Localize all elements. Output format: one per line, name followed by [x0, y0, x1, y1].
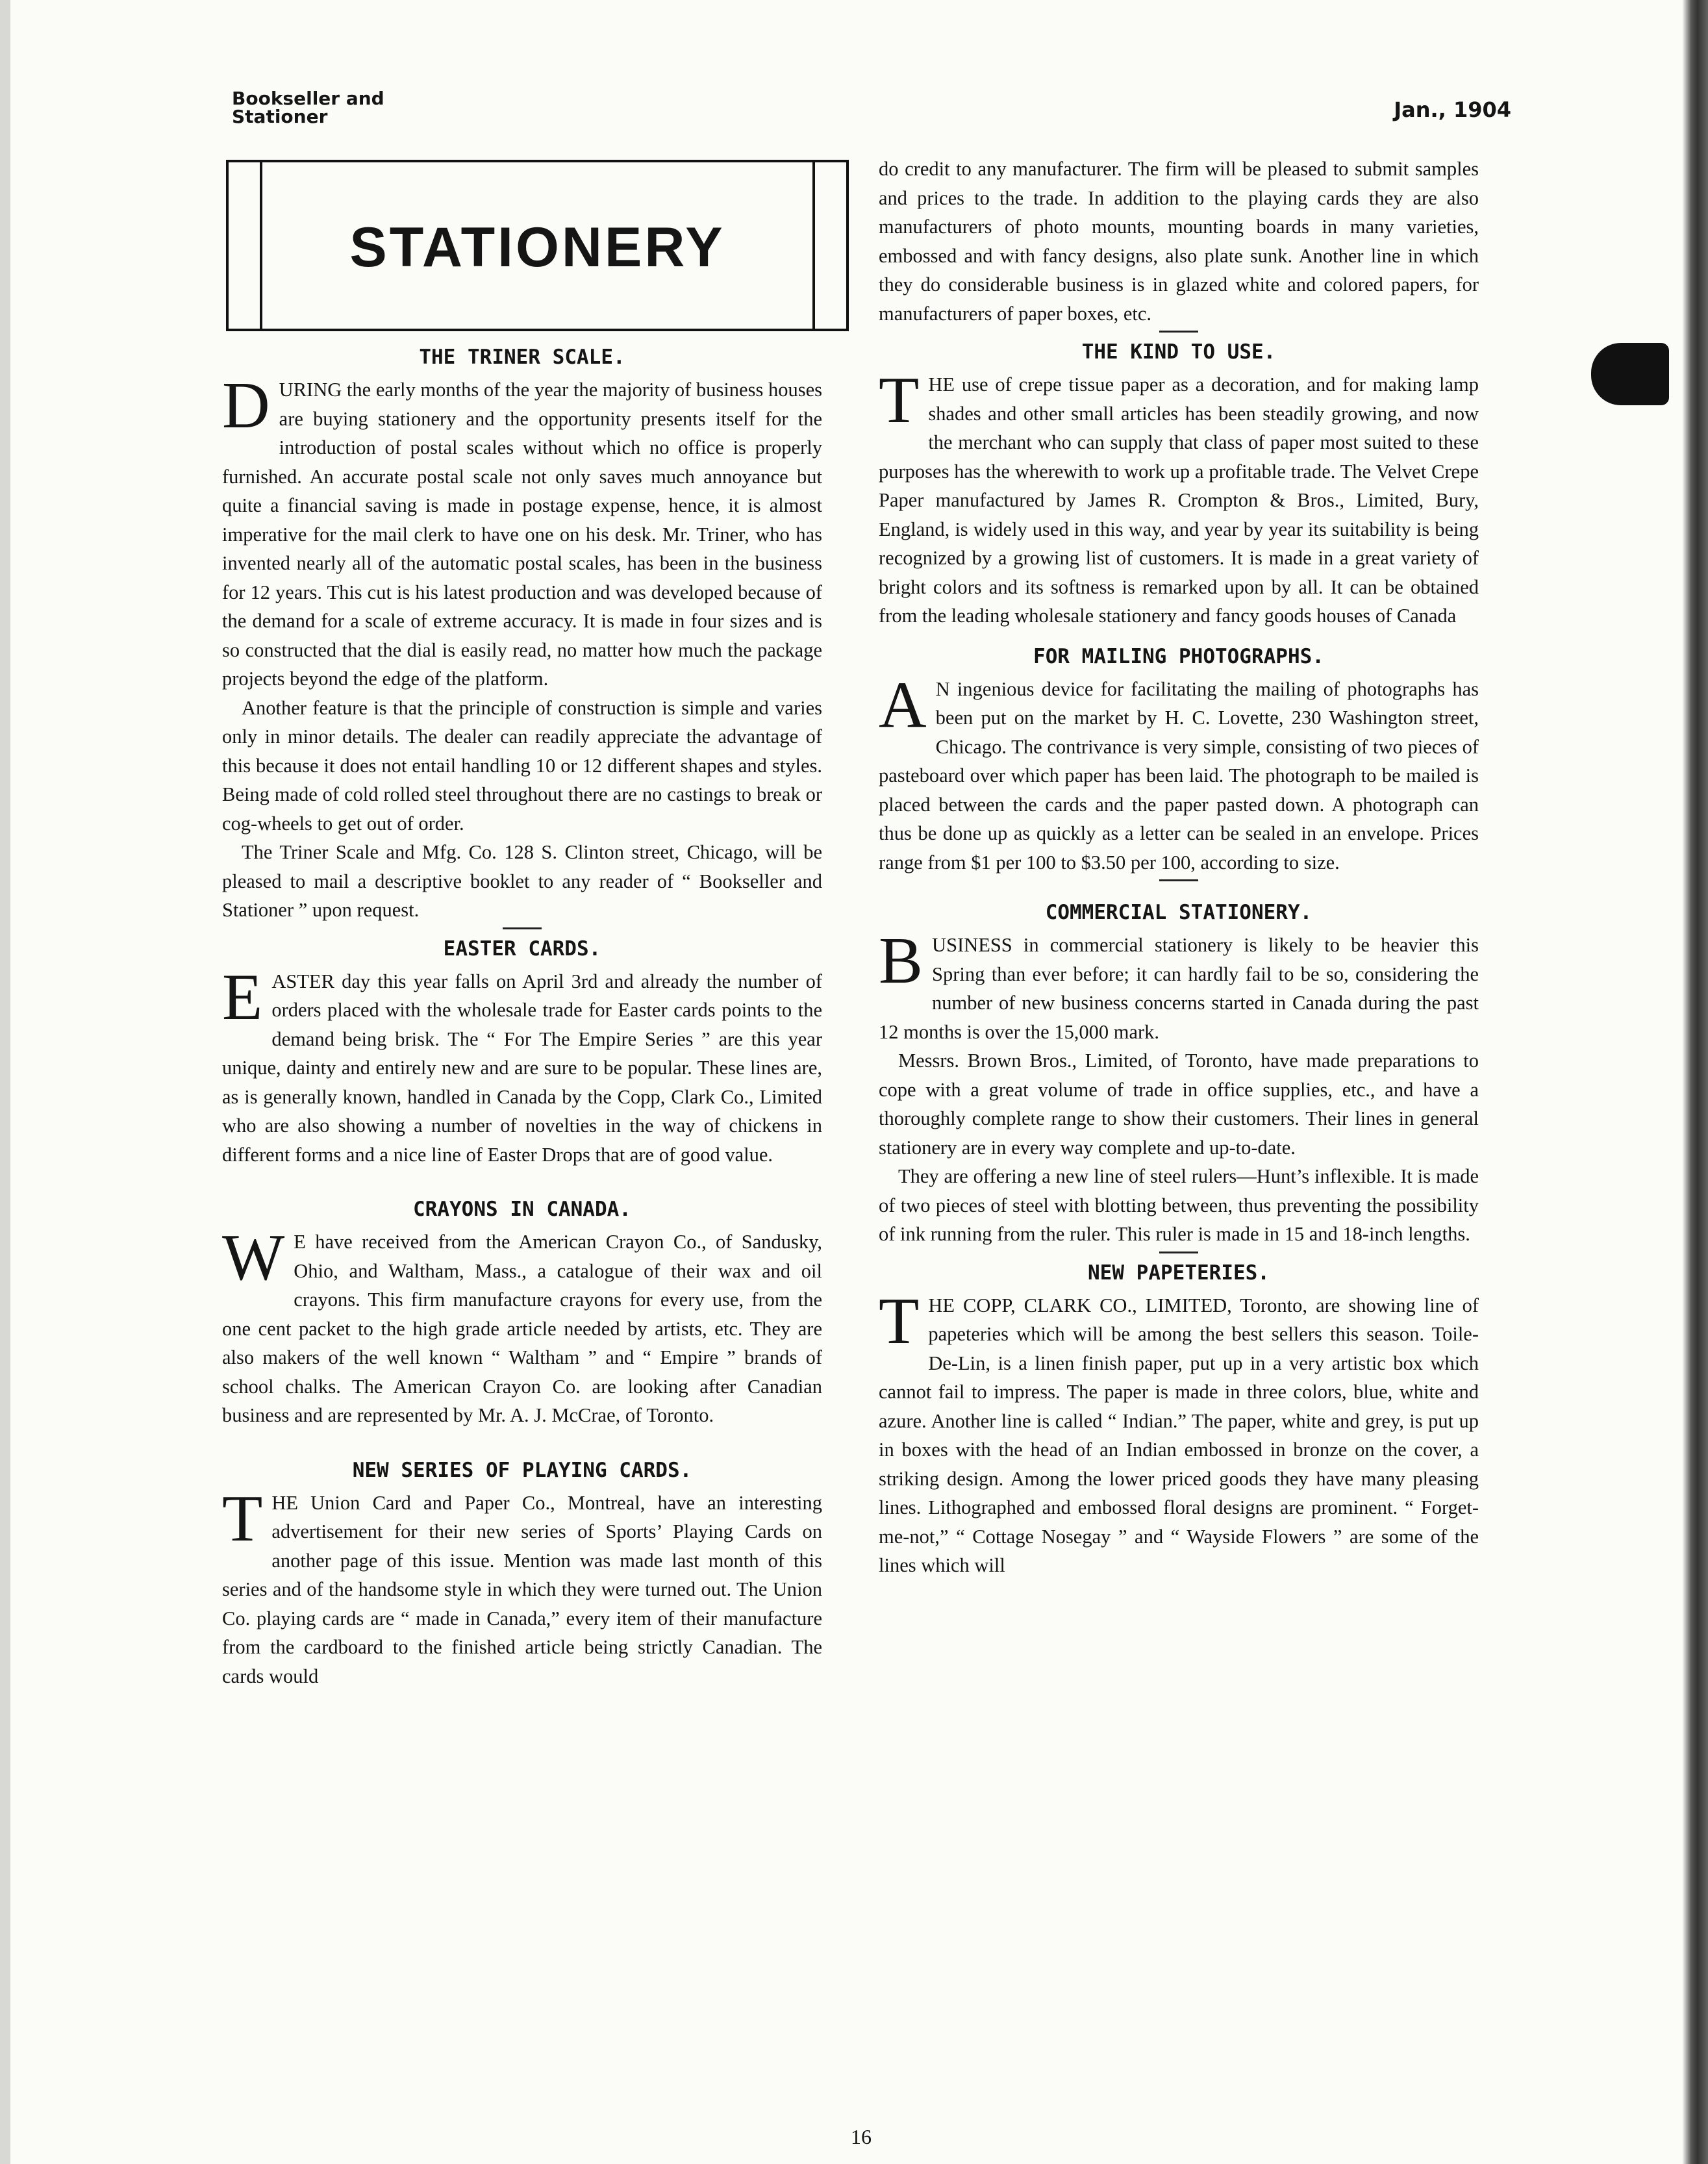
paragraph-text: E have received from the American Crayon Co., of Sandusky, Ohio, and Waltham, Mass., a catalogue of their wax and oil crayons. This firm manufacture crayons for every use, from the one cent packet to the high grade article needed by artists, etc. They are also makers of the well known “ Waltham ” and “ Empire ” brands of school chalks. The American Crayon Co. are looking after Canadian business and are represented by Mr. A. J. McCrae, of Toronto.: [222, 1231, 822, 1426]
drop-cap: T: [222, 1481, 263, 1555]
article-paragraph: Messrs. Brown Bros., Limited, of Toronto, have made preparations to cope with a great volume of trade in office supplies, etc., and have a thoroughly complete range to show their customers. Their lines in general stationery are in every way complete and up-to-date.: [879, 1050, 1479, 1159]
section-divider: [1159, 879, 1198, 881]
article-heading: EASTER CARDS.: [443, 937, 601, 961]
binder-clip: [1591, 343, 1669, 405]
paragraph-text: ASTER day this year falls on April 3rd and already the number of orders placed with the wholesale trade for Easter cards points to the demand being brisk. The “ For The Empire Series ” are this year unique, dainty and entirely new and are sure to be popular. These lines are, as is generally known, handled in Canada by the Copp, Clark Co., Limited who are also showing a number of novelties in the way of chickens in different forms and a nice line of Easter Drops that are of good value.: [222, 970, 822, 1166]
article-triner-scale: [222, 343, 822, 929]
article-easter-cards: [222, 935, 822, 1170]
section-divider: [1159, 331, 1198, 333]
paragraph-text: HE COPP, CLARK CO., LIMITED, Toronto, are showing line of papeteries which will be among the best sellers this season. Toile-De-Lin, is a linen finish paper, put up in a very artistic box which cannot fail to impress. The paper is made in three colors, blue, white and azure. Another line is called “ Indian.” The paper, white and grey, is put up in boxes with the head of an Indian embossed in bronze on the cover, a striking design. Among the lower priced goods they have many pleasing lines. Lithographed and embossed floral designs are prominent. “ Forget-me-not,” “ Cottage Nosegay ” and “ Wayside Flowers ” are some of the lines which will: [879, 1294, 1479, 1576]
drop-cap: T: [879, 364, 920, 437]
article-heading: NEW SERIES OF PLAYING CARDS.: [352, 1458, 692, 1482]
drop-cap: E: [222, 960, 263, 1034]
article-paragraph: They are offering a new line of steel rulers—Hunt’s inflexible. It is made of two pieces of steel with blotting between, thus preventing the possibility of ink running from the ruler. This ruler is made in 15 and 18-inch lengths.: [879, 1165, 1479, 1245]
paragraph-text: N ingenious device for facilitating the mailing of photographs has been put on the market by H. C. Lovette, 230 Washington street, Chicago. The contrivance is very simple, consisting of two pieces of pasteboard over which paper has been laid. The photograph to be mailed is placed between the cards and the paper pasted down. A photograph can thus be done up as quickly as a letter can be sealed in an envelope. Prices range from $1 per 100 to $3.50 per 100, according to size.: [879, 677, 1479, 874]
article-new-papeteries: [879, 1259, 1479, 1580]
section-divider: [503, 927, 542, 929]
article-playing-cards: [222, 1456, 822, 1691]
publication-header: [232, 90, 384, 126]
article-paragraph: [879, 1284, 1479, 1580]
drop-cap: D: [222, 369, 270, 442]
publication-name-line2: Stationer: [232, 106, 328, 127]
drop-cap: T: [879, 1284, 920, 1358]
drop-cap: A: [879, 668, 927, 742]
section-title: STATIONERY: [349, 216, 725, 279]
page-number: 16: [851, 2125, 872, 2148]
scan-edge-right: [1682, 0, 1708, 2164]
article-paragraph: [879, 668, 1479, 877]
article-paragraph: [222, 369, 822, 694]
article-paragraph: Another feature is that the principle of construction is simple and varies only in minor details. The dealer can readily appreciate the advantage of this because it does not entail handling 10 or 12 different shapes and styles. Being made of cold rolled steel throughout there are no castings to break or cog-wheels to get out of order.: [222, 696, 822, 835]
article-heading: THE TRINER SCALE.: [419, 346, 625, 369]
article-mailing-photographs: [879, 642, 1479, 882]
article-kind-to-use: [879, 338, 1479, 631]
article-heading: COMMERCIAL STATIONERY.: [1045, 901, 1312, 924]
drop-cap: B: [879, 924, 923, 998]
paragraph-text: HE use of crepe tissue paper as a decoration, and for making lamp shades and other small articles has been steadily growing, and now the merchant who can supply that class of paper most suited to these purposes has the wherewith to work up a profitable trade. The Velvet Crepe Paper manufactured by James R. Crompton & Bros., Limited, Bury, England, is widely used in this way, and year by year its suitability is being recognized by a growing list of customers. It is made in a great variety of bright colors and its softness is remarked upon by all. It can be obtained from the leading wholesale stationery and fancy goods houses of Canada: [879, 373, 1479, 627]
article-paragraph: The Triner Scale and Mfg. Co. 128 S. Clinton street, Chicago, will be pleased to mail a descriptive booklet to any reader of “ Bookseller and Stationer ” upon request.: [222, 841, 822, 921]
article-paragraph: [222, 1481, 822, 1691]
scan-edge-left: [0, 0, 10, 2164]
left-column: [222, 343, 822, 1691]
article-heading: NEW PAPETERIES.: [1088, 1261, 1270, 1285]
section-banner: [226, 160, 849, 331]
article-heading: THE KIND TO USE.: [1081, 340, 1276, 364]
article-heading: CRAYONS IN CANADA.: [413, 1198, 631, 1221]
article-crayons: [222, 1195, 822, 1430]
paragraph-text: HE Union Card and Paper Co., Montreal, have an interesting advertisement for their new series of Sports’ Playing Cards on another page of this issue. Mention was made last month of this series and of the handsome style in which they were turned out. The Union Co. playing cards are “ made in Canada,” every item of their manufacture from the cardboard to the finished article being strictly Canadian. The cards would: [222, 1491, 822, 1687]
publication-name-line1: Bookseller and: [232, 88, 384, 109]
paragraph-text: URING the early months of the year the majority of business houses are buying stationery and the opportunity presents itself for the introduction of postal scales without which no office is properly furnished. An accurate postal scale not only saves much annoyance but quite a financial saving is made in postage expense, hence, it is almost imperative for the mail clerk to have one on his desk. Mr. Triner, who has invented nearly all of the automatic postal scales, has been in the business for 12 years. This cut is his latest production and was developed because of the demand for a scale of extreme accuracy. It is made in four sizes and is so constructed that the dial is easily read, no matter how much the package projects beyond the edge of the platform.: [222, 379, 822, 690]
article-paragraph: [879, 364, 1479, 631]
paragraph-text: USINESS in commercial stationery is likely to be heavier this Spring than ever before; it can hardly fail to be so, considering the number of new business concerns started in Canada during the past 12 months is over the 15,000 mark.: [879, 934, 1479, 1043]
article-heading: FOR MAILING PHOTOGRAPHS.: [1033, 644, 1324, 668]
article-continuation: do credit to any manufacturer. The firm will be pleased to submit samples and prices to the trade. In addition to the playing cards they are also manufacturers of photo mounts, mounting boards in many varieties, embossed and with fancy designs, also plate sunk. Another line in which they do considerable business is in glazed white and colored papers, for manufacturers of paper boxes, etc.: [879, 158, 1479, 325]
right-column: [879, 155, 1479, 1580]
article-paragraph: [879, 924, 1479, 1046]
drop-cap: W: [222, 1221, 285, 1294]
section-divider: [1159, 1252, 1198, 1253]
issue-date: Jan., 1904: [1394, 97, 1511, 122]
article-commercial-stationery: [879, 898, 1479, 1253]
article-paragraph: [222, 1221, 822, 1430]
article-paragraph: [222, 960, 822, 1170]
